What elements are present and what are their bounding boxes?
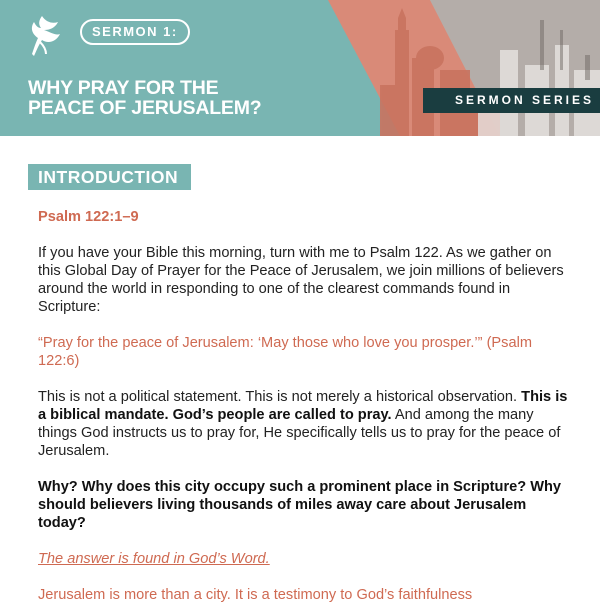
mandate-paragraph	[38, 388, 568, 460]
dove-icon	[28, 12, 68, 58]
series-label: SERMON SERIES	[423, 88, 600, 113]
title-line-2: PEACE OF JERUSALEM?	[28, 97, 262, 119]
question-paragraph: Why? Why does this city occupy such a prominent place in Scripture? Why should believers living thousands of miles away care about Jerusalem today?	[38, 479, 562, 531]
header-banner	[0, 0, 600, 136]
intro-paragraph: If you have your Bible this morning, turn with me to Psalm 122. As we gather on this Global Day of Prayer for the Peace of Jerusalem, we join millions of believers around the world in responding to one of the clearest commands found in Scripture:	[38, 245, 564, 315]
mandate-text-end: And among the many things God instructs us to pray for, He specifically tells us to pray for the peace of Jerusalem.	[38, 407, 561, 459]
scripture-reference: Psalm 122:1–9	[38, 209, 139, 225]
jerusalem-paragraph: Jerusalem is more than a city. It is a testimony to God’s faithfulness	[38, 587, 473, 603]
section-heading-introduction: INTRODUCTION	[28, 164, 191, 190]
page-title	[28, 78, 328, 118]
mandate-text-start: This is not a political statement. This is not merely a historical observation.	[38, 389, 522, 405]
answer-link[interactable]: The answer is found in God’s Word.	[38, 551, 270, 567]
sermon-number-badge: SERMON 1:	[80, 19, 190, 45]
mandate-text-bold: This is a biblical mandate. God’s people are called to pray.	[38, 389, 568, 423]
sermon-body	[38, 208, 568, 604]
scripture-quote: “Pray for the peace of Jerusalem: ‘May those who love you prosper.’” (Psalm 122:6)	[38, 335, 532, 369]
title-line-1: WHY PRAY FOR THE	[28, 77, 219, 99]
